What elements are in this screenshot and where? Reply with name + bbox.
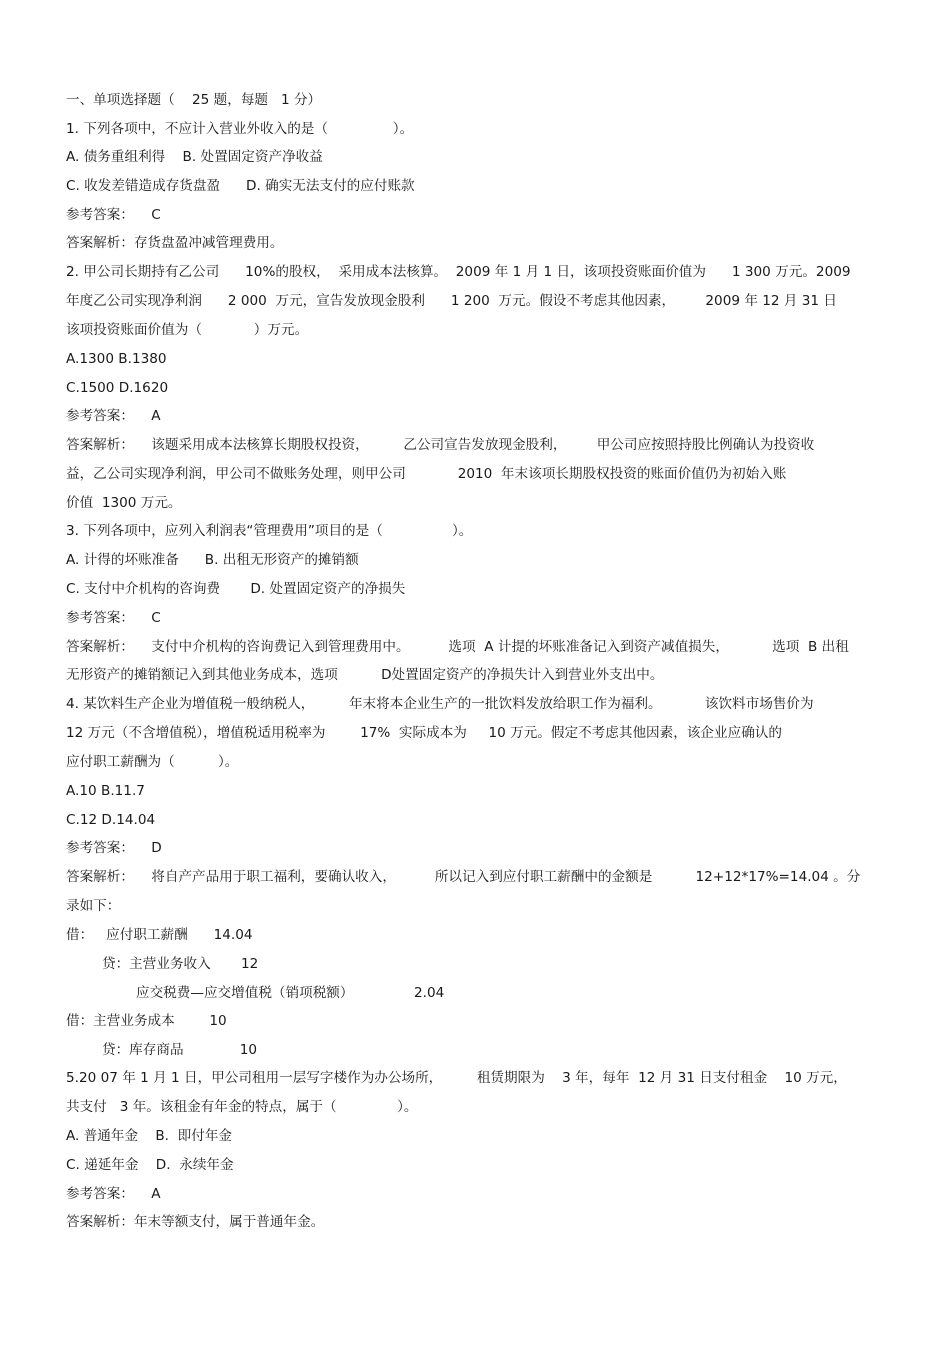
question-2-stem-line-2: 年度乙公司实现净利润 2 000 万元，宣告发放现金股利 1 200 万元。假设不考虑其他因素， 2009 年 12 月 31 日 bbox=[66, 293, 837, 309]
question-5-options-cd: C. 递延年金 D. 永续年金 bbox=[66, 1157, 234, 1173]
question-5-stem-line-1: 5.20 07 年 1 月 1 日，甲公司租用一层写字楼作为办公场所， 租赁期限为 3 年，每年 12 月 31 日支付租金 10 万元， bbox=[66, 1070, 847, 1086]
question-3-stem: 3. 下列各项中，应列入利润表“管理费用”项目的是（ ）。 bbox=[66, 523, 473, 539]
question-4-stem-line-3: 应付职工薪酬为（ ）。 bbox=[66, 754, 239, 770]
question-2-options-cd: C.1500 D.1620 bbox=[66, 380, 169, 396]
question-4-explanation-line-2: 录如下： bbox=[66, 898, 121, 914]
question-3-explanation-line-1: 答案解析： 支付中介机构的咨询费记入到管理费用中。 选项 A 计提的坏账准备记入到资产减值损失， 选项 B 出租 bbox=[66, 639, 849, 655]
question-4-options-cd: C.12 D.14.04 bbox=[66, 812, 156, 828]
journal-entry-credit-1: 贷：主营业务收入 12 bbox=[102, 956, 259, 972]
question-2-explanation-line-2: 益，乙公司实现净利润，甲公司不做账务处理，则甲公司 2010 年末该项长期股权投资的账面价值仍为初始入账 bbox=[66, 466, 787, 482]
question-5-answer: 参考答案： A bbox=[66, 1186, 161, 1202]
question-2-options-ab: A.1300 B.1380 bbox=[66, 351, 167, 367]
question-1-options-ab: A. 债务重组利得 B. 处置固定资产净收益 bbox=[66, 149, 323, 165]
question-2-explanation-line-1: 答案解析： 该题采用成本法核算长期股权投资， 乙公司宣告发放现金股利， 甲公司应按照持股比例确认为投资收 bbox=[66, 437, 815, 453]
question-1-stem: 1. 下列各项中，不应计入营业外收入的是（ ）。 bbox=[66, 121, 414, 137]
question-5-options-ab: A. 普通年金 B. 即付年金 bbox=[66, 1128, 233, 1144]
question-3-answer: 参考答案： C bbox=[66, 610, 161, 626]
section-heading: 一、单项选择题（ 25 题，每题 1 分） bbox=[66, 92, 322, 108]
journal-entry-debit-2: 借：主营业务成本 10 bbox=[66, 1013, 227, 1029]
question-4-explanation-line-1: 答案解析： 将自产产品用于职工福利，要确认收入， 所以记入到应付职工薪酬中的金额是 12+12*17%=14.04 。分 bbox=[66, 869, 861, 885]
journal-entry-credit-3: 贷：库存商品 10 bbox=[102, 1042, 258, 1058]
question-1-options-cd: C. 收发差错造成存货盘盈 D. 确实无法支付的应付账款 bbox=[66, 178, 415, 194]
question-5-stem-line-2: 共支付 3 年。该租金有年金的特点，属于（ ）。 bbox=[66, 1099, 418, 1115]
question-4-stem-line-2: 12 万元（不含增值税），增值税适用税率为 17% 实际成本为 10 万元。假定不考虑其他因素，该企业应确认的 bbox=[66, 725, 782, 741]
question-3-explanation-line-2: 无形资产的摊销额记入到其他业务成本，选项 D处置固定资产的净损失计入到营业外支出中。 bbox=[66, 667, 664, 683]
question-3-options-cd: C. 支付中介机构的咨询费 D. 处置固定资产的净损失 bbox=[66, 581, 406, 597]
question-5-explanation: 答案解析：年末等额支付，属于普通年金。 bbox=[66, 1214, 325, 1230]
question-4-options-ab: A.10 B.11.7 bbox=[66, 783, 145, 799]
question-2-stem-line-1: 2. 甲公司长期持有乙公司 10%的股权， 采用成本法核算。 2009 年 1 月 1 日，该项投资账面价值为 1 300 万元。2009 bbox=[66, 264, 851, 280]
journal-entry-credit-2: 应交税费—应交增值税（销项税额） 2.04 bbox=[136, 985, 445, 1001]
question-4-answer: 参考答案： D bbox=[66, 840, 162, 856]
question-1-answer: 参考答案： C bbox=[66, 207, 161, 223]
question-2-explanation-line-3: 价值 1300 万元。 bbox=[66, 495, 182, 511]
question-2-stem-line-3: 该项投资账面价值为（ ）万元。 bbox=[66, 322, 309, 338]
question-2-answer: 参考答案： A bbox=[66, 408, 161, 424]
question-1-explanation: 答案解析：存货盘盈冲减管理费用。 bbox=[66, 235, 284, 251]
journal-entry-debit-1: 借： 应付职工薪酬 14.04 bbox=[66, 927, 253, 943]
question-4-stem-line-1: 4. 某饮料生产企业为增值税一般纳税人， 年末将本企业生产的一批饮料发放给职工作为福利。 该饮料市场售价为 bbox=[66, 696, 814, 712]
question-3-options-ab: A. 计得的坏账准备 B. 出租无形资产的摊销额 bbox=[66, 552, 359, 568]
